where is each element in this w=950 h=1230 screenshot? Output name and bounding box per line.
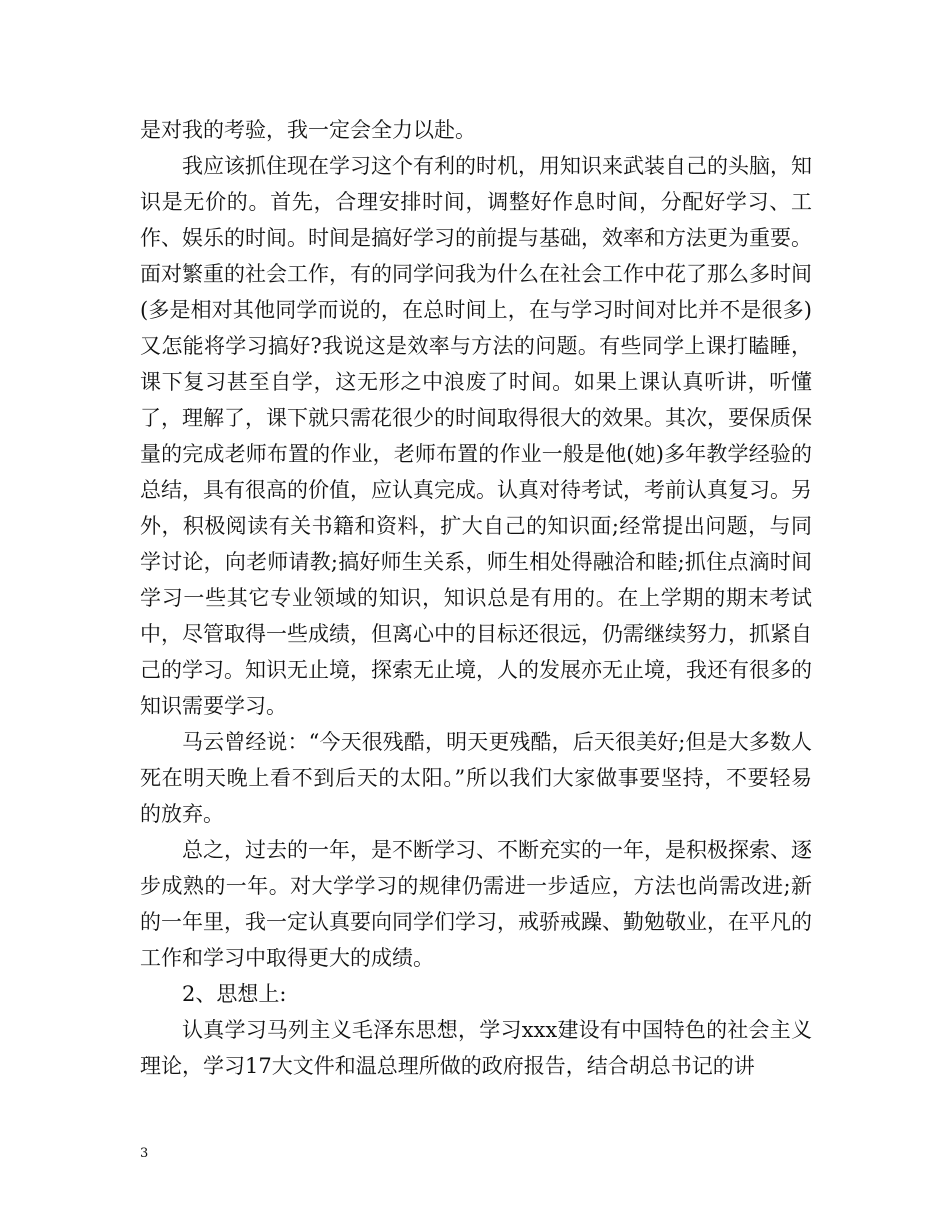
paragraph-4: 总之，过去的一年，是不断学习、不断充实的一年，是积极探索、逐步成熟的一年。对大学学习的规律仍需进一步适应，方法也尚需改进;新的一年里，我一定认真要向同学们学习，戒骄戒躁、勤勉敬业，在平凡的工作和学习中取得更大的成绩。 <box>140 838 812 970</box>
paragraph-1: 是对我的考验，我一定会全力以赴。 <box>140 118 476 142</box>
body-text <box>140 112 812 1084</box>
paragraph-2: 我应该抓住现在学习这个有利的时机，用知识来武装自己的头脑，知识是无价的。首先，合理安排时间，调整好作息时间，分配好学习、工作、娱乐的时间。时间是搞好学习的前提与基础，效率和方法更为重要。面对繁重的社会工作，有的同学问我为什么在社会工作中花了那么多时间(多是相对其他同学而说的，在总时间上，在与学习时间对比并不是很多)又怎能将学习搞好?我说这是效率与方法的问题。有些同学上课打瞌睡，课下复习甚至自学，这无形之中浪废了时间。如果上课认真听讲，听懂了，理解了，课下就只需花很少的时间取得很大的效果。其次，要保质保量的完成老师布置的作业，老师布置的作业一般是他(她)多年教学经验的总结，具有很高的价值，应认真完成。认真对待考试，考前认真复习。另外，积极阅读有关书籍和资料，扩大自己的知识面;经常提出问题，与同学讨论，向老师请教;搞好师生关系，师生相处得融洽和睦;抓住点滴时间学习一些其它专业领域的知识，知识总是有用的。在上学期的期末考试中，尽管取得一些成绩，但离心中的目标还很远，仍需继续努力，抓紧自己的学习。知识无止境，探索无止境，人的发展亦无止境，我还有很多的知识需要学习。 <box>140 154 812 718</box>
paragraph-5: 认真学习马列主义毛泽东思想，学习xxx建设有中国特色的社会主义理论，学习17大文件和温总理所做的政府报告，结合胡总书记的讲 <box>140 1018 812 1078</box>
paragraph-3: 马云曾经说：“今天很残酷，明天更残酷，后天很美好;但是大多数人死在明天晚上看不到后天的太阳。”所以我们大家做事要坚持，不要轻易的放弃。 <box>140 730 812 826</box>
section-heading: 2、思想上: <box>182 982 287 1006</box>
page-number: 3 <box>140 1146 149 1161</box>
